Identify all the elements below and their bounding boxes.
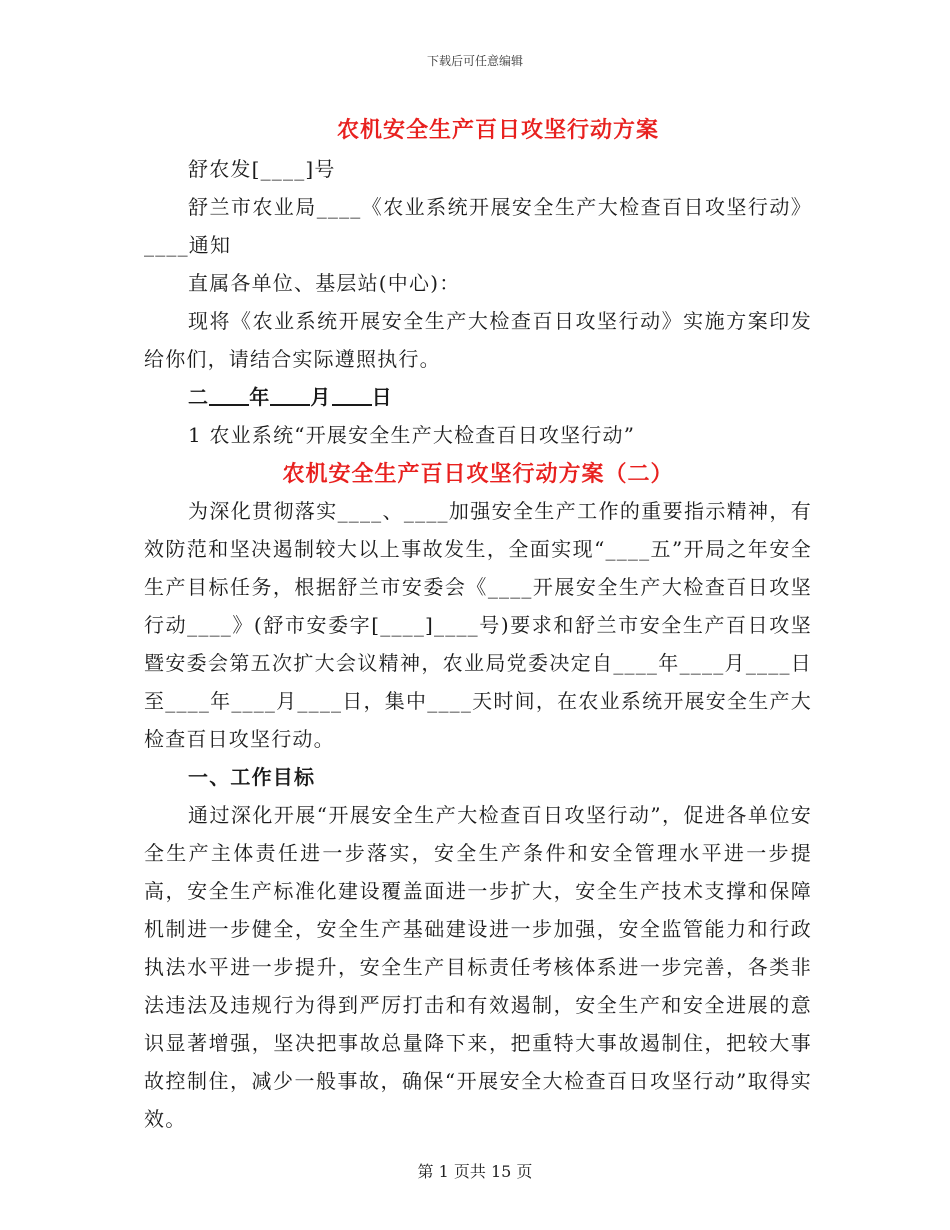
page-header-note: 下载后可任意编辑 (426, 54, 523, 68)
document-title-2: 农机安全生产百日攻坚行动方案（二） (282, 461, 674, 487)
blank-underline (209, 384, 249, 406)
document-body (144, 112, 812, 1138)
section-heading-goals: 一、工作目标 (188, 765, 316, 789)
date-day-label: 日 (371, 385, 393, 409)
page-footer: 第 1 页共 15 页 (417, 1162, 533, 1181)
date-year-label: 年 (249, 385, 271, 409)
notice-title-line: 舒兰市农业局____《农业系统开展安全生产大检查百日攻坚行动》____通知 (144, 195, 812, 257)
date-line (144, 378, 812, 416)
forward-paragraph: 现将《农业系统开展安全生产大检查百日攻坚行动》实施方案印发给你们，请结合实际遵照执行。 (144, 309, 812, 371)
date-month-label: 月 (310, 385, 332, 409)
goals-paragraph: 通过深化开展“开展安全生产大检查百日攻坚行动”，促进各单位安全生产主体责任进一步落实，安全生产条件和安全管理水平进一步提高，安全生产标准化建设覆盖面进一步扩大，安全生产技术支撑和保障机制进一步健全，安全生产基础建设进一步加强，安全监管能力和行政执法水平进一步提升，安全生产目标责任考核体系进一步完善，各类非法违法及违规行为得到严厉打击和有效遏制，安全生产和安全进展的意识显著增强，坚决把事故总量降下来，把重特大事故遏制住，把较大事故控制住，减少一般事故，确保“开展安全大检查百日攻坚行动”取得实效。 (144, 803, 812, 1131)
blank-underline (270, 384, 310, 406)
date-prefix: 二 (188, 385, 210, 409)
recipients-line: 直属各单位、基层站(中心)： (188, 271, 461, 295)
blank-underline (332, 384, 372, 406)
document-number: 舒农发[____]号 (188, 157, 336, 181)
intro-paragraph: 为深化贯彻落实____、____加强安全生产工作的重要指示精神，有效防范和坚决遏制较大以上事故发生，全面实现“____五”开局之年安全生产目标任务，根据舒兰市安委会《____开展安全生产大检查百日攻坚行动____》(舒市安委字[____]____号)要求和舒兰市安全生产百日攻坚暨安委会第五次扩大会议精神，农业局党委决定自____年____月____日至____年____月____日，集中____天时间，在农业系统开展安全生产大检查百日攻坚行动。 (144, 499, 812, 751)
document-title: 农机安全生产百日攻坚行动方案 (336, 117, 659, 143)
attachment-line: 1 农业系统“开展安全生产大检查百日攻坚行动” (188, 423, 636, 447)
